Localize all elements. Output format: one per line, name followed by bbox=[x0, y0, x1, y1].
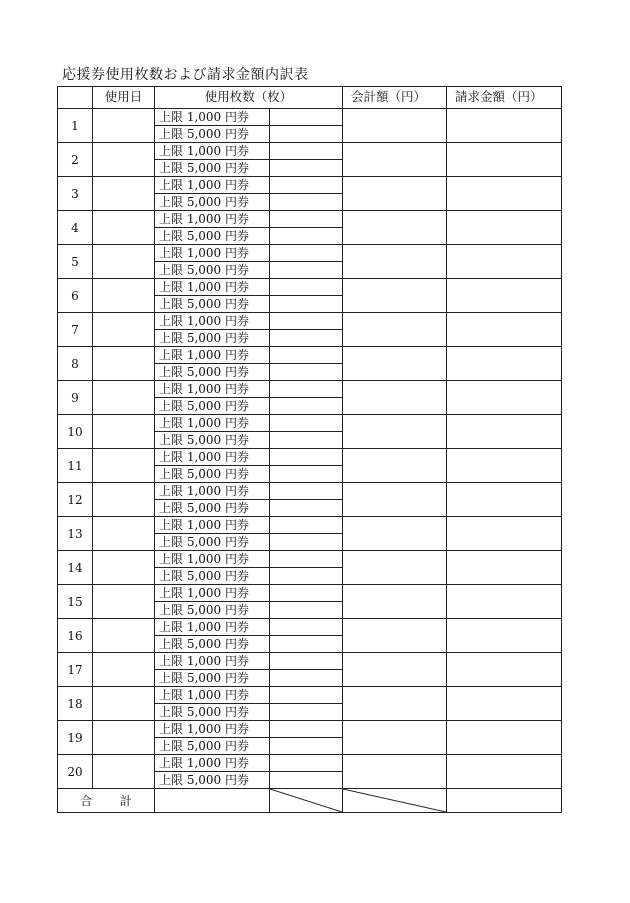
voucher-1000-count-cell[interactable] bbox=[270, 177, 343, 194]
total-claim-cell[interactable] bbox=[447, 789, 562, 813]
voucher-1000-label: 上限 1,000 円券 bbox=[155, 313, 270, 330]
voucher-1000-label: 上限 1,000 円券 bbox=[155, 381, 270, 398]
voucher-5000-count-cell[interactable] bbox=[270, 636, 343, 653]
usage-date-cell[interactable] bbox=[93, 483, 155, 517]
voucher-1000-label: 上限 1,000 円券 bbox=[155, 109, 270, 126]
claim-amount-cell[interactable] bbox=[447, 517, 562, 551]
checkout-amount-cell[interactable] bbox=[343, 483, 447, 517]
claim-amount-cell[interactable] bbox=[447, 619, 562, 653]
checkout-amount-cell[interactable] bbox=[343, 551, 447, 585]
claim-amount-cell[interactable] bbox=[447, 755, 562, 789]
voucher-5000-count-cell[interactable] bbox=[270, 670, 343, 687]
voucher-5000-label: 上限 5,000 円券 bbox=[155, 432, 270, 449]
total-voucher-cell[interactable] bbox=[155, 789, 270, 813]
table-row bbox=[58, 415, 562, 432]
row-number: 7 bbox=[58, 313, 93, 347]
row-number: 18 bbox=[58, 687, 93, 721]
claim-amount-cell[interactable] bbox=[447, 245, 562, 279]
voucher-5000-count-cell[interactable] bbox=[270, 738, 343, 755]
checkout-amount-cell[interactable] bbox=[343, 721, 447, 755]
voucher-1000-label: 上限 1,000 円券 bbox=[155, 721, 270, 738]
voucher-1000-count-cell[interactable] bbox=[270, 551, 343, 568]
claim-amount-cell[interactable] bbox=[447, 347, 562, 381]
row-number: 6 bbox=[58, 279, 93, 313]
table-row bbox=[58, 483, 562, 500]
row-number: 3 bbox=[58, 177, 93, 211]
voucher-1000-count-cell[interactable] bbox=[270, 415, 343, 432]
claim-amount-cell[interactable] bbox=[447, 313, 562, 347]
usage-date-cell[interactable] bbox=[93, 517, 155, 551]
voucher-5000-label: 上限 5,000 円券 bbox=[155, 670, 270, 687]
claim-amount-cell[interactable] bbox=[447, 721, 562, 755]
usage-date-cell[interactable] bbox=[93, 653, 155, 687]
voucher-1000-label: 上限 1,000 円券 bbox=[155, 245, 270, 262]
total-count-slashed-cell bbox=[270, 789, 343, 813]
usage-date-cell[interactable] bbox=[93, 279, 155, 313]
voucher-5000-count-cell[interactable] bbox=[270, 194, 343, 211]
checkout-amount-cell[interactable] bbox=[343, 211, 447, 245]
total-checkout-slashed-cell bbox=[343, 789, 447, 813]
voucher-5000-count-cell[interactable] bbox=[270, 126, 343, 143]
voucher-1000-label: 上限 1,000 円券 bbox=[155, 619, 270, 636]
row-number: 12 bbox=[58, 483, 93, 517]
checkout-amount-cell[interactable] bbox=[343, 755, 447, 789]
table-row bbox=[58, 687, 562, 704]
voucher-5000-label: 上限 5,000 円券 bbox=[155, 160, 270, 177]
checkout-amount-cell[interactable] bbox=[343, 449, 447, 483]
voucher-5000-label: 上限 5,000 円券 bbox=[155, 738, 270, 755]
header-total: 会計額（円） bbox=[343, 87, 447, 109]
usage-date-cell[interactable] bbox=[93, 415, 155, 449]
voucher-5000-label: 上限 5,000 円券 bbox=[155, 126, 270, 143]
voucher-5000-label: 上限 5,000 円券 bbox=[155, 704, 270, 721]
voucher-1000-label: 上限 1,000 円券 bbox=[155, 483, 270, 500]
voucher-5000-count-cell[interactable] bbox=[270, 602, 343, 619]
voucher-1000-count-cell[interactable] bbox=[270, 517, 343, 534]
usage-date-cell[interactable] bbox=[93, 245, 155, 279]
table-row bbox=[58, 449, 562, 466]
usage-date-cell[interactable] bbox=[93, 619, 155, 653]
usage-date-cell[interactable] bbox=[93, 687, 155, 721]
usage-date-cell[interactable] bbox=[93, 551, 155, 585]
claim-amount-cell[interactable] bbox=[447, 551, 562, 585]
checkout-amount-cell[interactable] bbox=[343, 245, 447, 279]
row-number: 16 bbox=[58, 619, 93, 653]
usage-date-cell[interactable] bbox=[93, 177, 155, 211]
table-row bbox=[58, 653, 562, 670]
row-number: 14 bbox=[58, 551, 93, 585]
table-row bbox=[58, 313, 562, 330]
checkout-amount-cell[interactable] bbox=[343, 619, 447, 653]
header-claim: 請求金額（円） bbox=[447, 87, 562, 109]
usage-date-cell[interactable] bbox=[93, 381, 155, 415]
voucher-1000-label: 上限 1,000 円券 bbox=[155, 653, 270, 670]
voucher-5000-count-cell[interactable] bbox=[270, 398, 343, 415]
checkout-amount-cell[interactable] bbox=[343, 381, 447, 415]
checkout-amount-cell[interactable] bbox=[343, 415, 447, 449]
checkout-amount-cell[interactable] bbox=[343, 347, 447, 381]
voucher-1000-count-cell[interactable] bbox=[270, 483, 343, 500]
row-number: 15 bbox=[58, 585, 93, 619]
usage-date-cell[interactable] bbox=[93, 143, 155, 177]
row-number: 19 bbox=[58, 721, 93, 755]
voucher-5000-label: 上限 5,000 円券 bbox=[155, 228, 270, 245]
voucher-5000-count-cell[interactable] bbox=[270, 568, 343, 585]
voucher-1000-label: 上限 1,000 円券 bbox=[155, 517, 270, 534]
voucher-1000-count-cell[interactable] bbox=[270, 347, 343, 364]
header-count: 使用枚数（枚） bbox=[155, 87, 343, 109]
usage-date-cell[interactable] bbox=[93, 755, 155, 789]
voucher-1000-count-cell[interactable] bbox=[270, 721, 343, 738]
table-row bbox=[58, 755, 562, 772]
total-label: 合 計 bbox=[58, 789, 155, 813]
claim-amount-cell[interactable] bbox=[447, 109, 562, 143]
voucher-1000-label: 上限 1,000 円券 bbox=[155, 279, 270, 296]
claim-amount-cell[interactable] bbox=[447, 279, 562, 313]
voucher-1000-count-cell[interactable] bbox=[270, 313, 343, 330]
checkout-amount-cell[interactable] bbox=[343, 279, 447, 313]
row-number: 10 bbox=[58, 415, 93, 449]
claim-amount-cell[interactable] bbox=[447, 143, 562, 177]
voucher-1000-label: 上限 1,000 円券 bbox=[155, 585, 270, 602]
table-row bbox=[58, 517, 562, 534]
voucher-1000-count-cell[interactable] bbox=[270, 585, 343, 602]
row-number: 1 bbox=[58, 109, 93, 143]
table-row bbox=[58, 245, 562, 262]
voucher-5000-count-cell[interactable] bbox=[270, 262, 343, 279]
usage-date-cell[interactable] bbox=[93, 347, 155, 381]
row-number: 4 bbox=[58, 211, 93, 245]
voucher-1000-count-cell[interactable] bbox=[270, 279, 343, 296]
voucher-1000-label: 上限 1,000 円券 bbox=[155, 211, 270, 228]
row-number: 8 bbox=[58, 347, 93, 381]
table-row bbox=[58, 279, 562, 296]
checkout-amount-cell[interactable] bbox=[343, 143, 447, 177]
table-row bbox=[58, 211, 562, 228]
claim-amount-cell[interactable] bbox=[447, 211, 562, 245]
voucher-1000-label: 上限 1,000 円券 bbox=[155, 551, 270, 568]
voucher-5000-label: 上限 5,000 円券 bbox=[155, 330, 270, 347]
row-number: 17 bbox=[58, 653, 93, 687]
voucher-1000-count-cell[interactable] bbox=[270, 211, 343, 228]
header-row bbox=[58, 87, 562, 109]
claim-amount-cell[interactable] bbox=[447, 483, 562, 517]
table-row bbox=[58, 551, 562, 568]
table-row bbox=[58, 721, 562, 738]
voucher-5000-label: 上限 5,000 円券 bbox=[155, 772, 270, 789]
row-number: 9 bbox=[58, 381, 93, 415]
voucher-1000-label: 上限 1,000 円券 bbox=[155, 449, 270, 466]
document-title: 応援券使用枚数および請求金額内訳表 bbox=[62, 67, 309, 83]
usage-date-cell[interactable] bbox=[93, 313, 155, 347]
table-row bbox=[58, 381, 562, 398]
row-number: 13 bbox=[58, 517, 93, 551]
header-number bbox=[58, 87, 93, 109]
usage-date-cell[interactable] bbox=[93, 211, 155, 245]
claim-amount-cell[interactable] bbox=[447, 415, 562, 449]
claim-amount-cell[interactable] bbox=[447, 585, 562, 619]
voucher-1000-label: 上限 1,000 円券 bbox=[155, 755, 270, 772]
voucher-1000-count-cell[interactable] bbox=[270, 143, 343, 160]
claim-amount-cell[interactable] bbox=[447, 687, 562, 721]
checkout-amount-cell[interactable] bbox=[343, 653, 447, 687]
voucher-1000-count-cell[interactable] bbox=[270, 755, 343, 772]
voucher-5000-count-cell[interactable] bbox=[270, 364, 343, 381]
table-row bbox=[58, 177, 562, 194]
voucher-5000-count-cell[interactable] bbox=[270, 296, 343, 313]
voucher-5000-label: 上限 5,000 円券 bbox=[155, 602, 270, 619]
checkout-amount-cell[interactable] bbox=[343, 109, 447, 143]
table-row bbox=[58, 109, 562, 126]
voucher-5000-label: 上限 5,000 円券 bbox=[155, 296, 270, 313]
voucher-table bbox=[57, 86, 562, 813]
voucher-1000-count-cell[interactable] bbox=[270, 449, 343, 466]
voucher-1000-label: 上限 1,000 円券 bbox=[155, 415, 270, 432]
voucher-5000-label: 上限 5,000 円券 bbox=[155, 398, 270, 415]
checkout-amount-cell[interactable] bbox=[343, 313, 447, 347]
row-number: 11 bbox=[58, 449, 93, 483]
voucher-1000-label: 上限 1,000 円券 bbox=[155, 143, 270, 160]
voucher-5000-count-cell[interactable] bbox=[270, 432, 343, 449]
voucher-5000-count-cell[interactable] bbox=[270, 330, 343, 347]
voucher-1000-label: 上限 1,000 円券 bbox=[155, 347, 270, 364]
checkout-amount-cell[interactable] bbox=[343, 177, 447, 211]
voucher-5000-count-cell[interactable] bbox=[270, 466, 343, 483]
total-row bbox=[58, 789, 562, 813]
usage-date-cell[interactable] bbox=[93, 109, 155, 143]
voucher-5000-label: 上限 5,000 円券 bbox=[155, 262, 270, 279]
claim-amount-cell[interactable] bbox=[447, 177, 562, 211]
usage-date-cell[interactable] bbox=[93, 585, 155, 619]
table-row bbox=[58, 585, 562, 602]
claim-amount-cell[interactable] bbox=[447, 381, 562, 415]
checkout-amount-cell[interactable] bbox=[343, 517, 447, 551]
voucher-5000-label: 上限 5,000 円券 bbox=[155, 466, 270, 483]
voucher-1000-count-cell[interactable] bbox=[270, 109, 343, 126]
voucher-1000-count-cell[interactable] bbox=[270, 381, 343, 398]
voucher-5000-count-cell[interactable] bbox=[270, 772, 343, 789]
checkout-amount-cell[interactable] bbox=[343, 585, 447, 619]
voucher-5000-label: 上限 5,000 円券 bbox=[155, 364, 270, 381]
voucher-1000-count-cell[interactable] bbox=[270, 653, 343, 670]
claim-amount-cell[interactable] bbox=[447, 449, 562, 483]
header-date: 使用日 bbox=[93, 87, 155, 109]
voucher-1000-label: 上限 1,000 円券 bbox=[155, 687, 270, 704]
voucher-1000-label: 上限 1,000 円券 bbox=[155, 177, 270, 194]
voucher-5000-label: 上限 5,000 円券 bbox=[155, 636, 270, 653]
row-number: 5 bbox=[58, 245, 93, 279]
voucher-5000-count-cell[interactable] bbox=[270, 704, 343, 721]
voucher-5000-label: 上限 5,000 円券 bbox=[155, 194, 270, 211]
voucher-5000-label: 上限 5,000 円券 bbox=[155, 500, 270, 517]
table-row bbox=[58, 347, 562, 364]
claim-amount-cell[interactable] bbox=[447, 653, 562, 687]
voucher-1000-count-cell[interactable] bbox=[270, 619, 343, 636]
voucher-5000-count-cell[interactable] bbox=[270, 228, 343, 245]
row-number: 20 bbox=[58, 755, 93, 789]
voucher-5000-label: 上限 5,000 円券 bbox=[155, 568, 270, 585]
checkout-amount-cell[interactable] bbox=[343, 687, 447, 721]
usage-date-cell[interactable] bbox=[93, 449, 155, 483]
voucher-1000-count-cell[interactable] bbox=[270, 687, 343, 704]
voucher-1000-count-cell[interactable] bbox=[270, 245, 343, 262]
table-row bbox=[58, 143, 562, 160]
usage-date-cell[interactable] bbox=[93, 721, 155, 755]
table-row bbox=[58, 619, 562, 636]
voucher-5000-count-cell[interactable] bbox=[270, 500, 343, 517]
voucher-5000-label: 上限 5,000 円券 bbox=[155, 534, 270, 551]
row-number: 2 bbox=[58, 143, 93, 177]
voucher-5000-count-cell[interactable] bbox=[270, 160, 343, 177]
voucher-5000-count-cell[interactable] bbox=[270, 534, 343, 551]
